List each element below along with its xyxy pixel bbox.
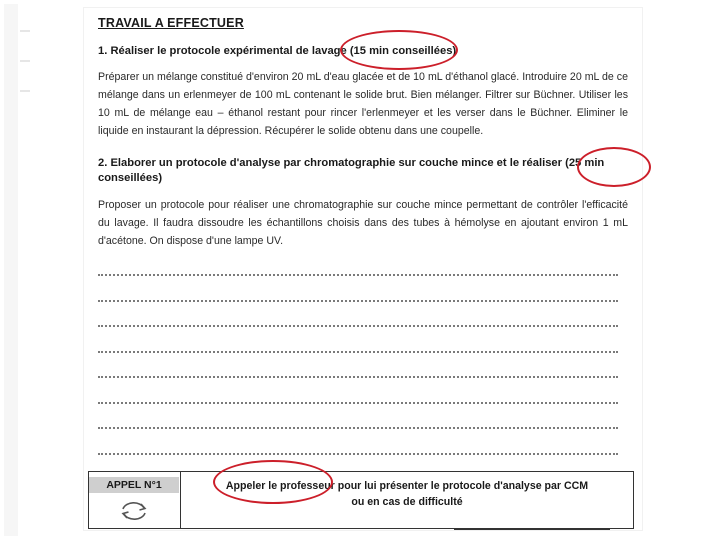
answer-line [98, 325, 618, 327]
answer-line [98, 300, 618, 302]
margin-tick [20, 60, 30, 62]
highlight-ellipse-25min [577, 147, 651, 187]
answer-line [98, 274, 618, 276]
call-text-line1: Appeler le professeur pour lui présenter le protocole d'analyse par CCM [225, 480, 589, 492]
signature-underline [454, 528, 610, 530]
answer-line [98, 427, 618, 429]
margin-tick [20, 30, 30, 32]
call-label: APPEL N°1 [89, 477, 179, 493]
answer-line [98, 351, 618, 353]
margin-tick [20, 90, 30, 92]
slide-left-margin [4, 4, 18, 536]
call-box [88, 471, 634, 529]
worksheet-heading: TRAVAIL A EFFECTUER [98, 16, 244, 30]
call-text-line2: ou en cas de difficulté [351, 496, 463, 508]
answer-line [98, 402, 618, 404]
answer-line [98, 376, 618, 378]
highlight-ellipse-appeler [213, 460, 333, 504]
worksheet-page [84, 8, 642, 530]
highlight-ellipse-15min [340, 30, 458, 70]
answer-line [98, 453, 618, 455]
section2-body: Proposer un protocole pour réaliser une chromatographie sur couche mince permettant de contrôler l'efficacité du lavage. Il faudra dissoudre les échantillons choisis dans des tubes à hémolyse en ajoutant environ 1 mL d'acétone. On dispose d'une lampe UV. [98, 199, 628, 247]
section1-body: Préparer un mélange constitué d'environ 20 mL d'eau glacée et de 10 mL d'éthanol glacé. Introduire 20 mL de ce mélange dans un erlenmeyer de 100 mL contenant le solide brut. Bien mélanger. Filtrer sur Büchner. Utiliser les 10 mL de mélange eau – éthanol restant pour rincer l'erlenmeyer et les verser dans le Büchner. Eliminer le liquide en instaurant la dépression. Récupérer le solide obtenu dans une coupelle. [98, 71, 628, 137]
call-label-column [89, 472, 181, 528]
section1-title: 1. Réaliser le protocole expérimental de lavage (15 min conseillées) [98, 45, 457, 57]
section2-title: 2. Elaborer un protocole d'analyse par chromatographie sur couche mince et le réaliser (25 min conseillées) [98, 157, 605, 184]
cycle-arrows-icon [117, 499, 151, 523]
